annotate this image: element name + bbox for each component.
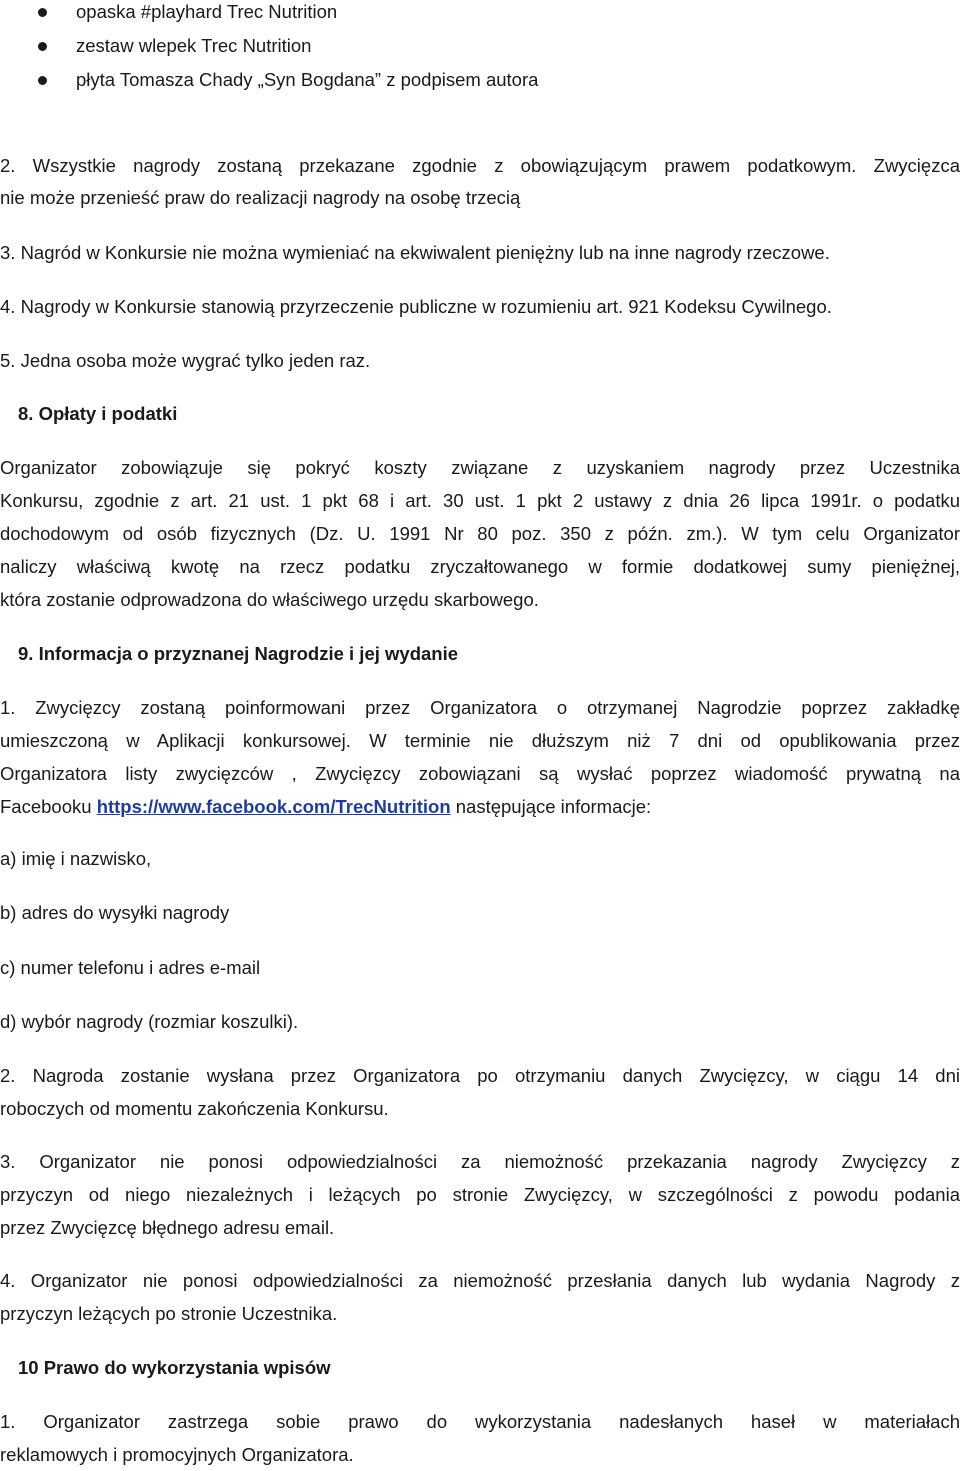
text-fragment: Facebooku [0, 796, 97, 817]
paragraph-line: 4. Nagrody w Konkursie stanowią przyrzeczenie publiczne w rozumieniu art. 921 Kodeksu Cywilnego. [0, 296, 832, 317]
bullet-dot [38, 76, 47, 85]
bullet-dot [38, 8, 47, 17]
section-heading: 10 Prawo do wykorzystania wpisów [18, 1357, 331, 1378]
bullet-item: opaska #playhard Trec Nutrition [76, 1, 338, 22]
paragraph-line: 1. Organizator zastrzega sobie prawo do wykorzystania nadesłanych haseł w materiałach [0, 1411, 960, 1432]
paragraph-line: Konkursu, zgodnie z art. 21 ust. 1 pkt 68 i art. 30 ust. 1 pkt 2 ustawy z dnia 26 lipca 1991r. o podatku [0, 490, 960, 511]
paragraph-line: 4. Organizator nie ponosi odpowiedzialności za niemożność przesłania danych lub wydania Nagrody z [0, 1270, 960, 1291]
list-item: a) imię i nazwisko, [0, 848, 152, 869]
bullet-item: płyta Tomasza Chady „Syn Bogdana” z podpisem autora [76, 69, 539, 90]
list-item: c) numer telefonu i adres e-mail [0, 957, 261, 978]
list-item: b) adres do wysyłki nagrody [0, 902, 230, 923]
text-fragment: następujące informacje: [450, 796, 652, 817]
bullet-dot [38, 42, 47, 51]
paragraph-line: nie może przenieść praw do realizacji nagrody na osobę trzecią [0, 187, 521, 208]
paragraph-line: umieszczoną w Aplikacji konkursowej. W terminie nie dłuższym niż 7 dni od opublikowania przez [0, 730, 960, 751]
bullet-item: zestaw wlepek Trec Nutrition [76, 35, 312, 56]
section-heading: 9. Informacja o przyznanej Nagrodzie i jej wydanie [18, 643, 459, 664]
paragraph-line: 2. Wszystkie nagrody zostaną przekazane zgodnie z obowiązującym prawem podatkowym. Zwycięzca [0, 155, 960, 176]
paragraph-line: 2. Nagroda zostanie wysłana przez Organizatora po otrzymaniu danych Zwycięzcy, w ciągu 14 dni [0, 1065, 960, 1086]
paragraph-line: 1. Zwycięzcy zostaną poinformowani przez Organizatora o otrzymanej Nagrodzie poprzez zakładkę [0, 697, 960, 718]
paragraph-line: 5. Jedna osoba może wygrać tylko jeden raz. [0, 350, 371, 371]
paragraph-line: Organizator zobowiązuje się pokryć koszty związane z uzyskaniem nagrody przez Uczestnika [0, 457, 960, 478]
facebook-link[interactable]: https://www.facebook.com/TrecNutrition [96, 796, 451, 817]
paragraph-line: naliczy właściwą kwotę na rzecz podatku zryczałtowanego w formie dodatkowej sumy pieniężnej, [0, 556, 960, 577]
paragraph-line: 3. Organizator nie ponosi odpowiedzialności za niemożność przekazania nagrody Zwycięzcy z [0, 1151, 960, 1172]
paragraph-line: reklamowych i promocyjnych Organizatora. [0, 1444, 354, 1465]
paragraph-line: przyczyn od niego niezależnych i leżących po stronie Zwycięzcy, w szczególności z powodu podania [0, 1184, 960, 1205]
list-item: d) wybór nagrody (rozmiar koszulki). [0, 1011, 299, 1032]
paragraph-line: Organizatora listy zwycięzców , Zwycięzcy zobowiązani są wysłać poprzez wiadomość prywatną na [0, 763, 960, 784]
paragraph-line: roboczych od momentu zakończenia Konkursu. [0, 1098, 389, 1119]
paragraph-line: która zostanie odprowadzona do właściwego urzędu skarbowego. [0, 589, 539, 610]
paragraph-line-with-link [0, 791, 651, 823]
paragraph-line: dochodowym od osób fizycznych (Dz. U. 1991 Nr 80 poz. 350 z późn. zm.). W tym celu Organizator [0, 523, 960, 544]
paragraph-line: przyczyn leżących po stronie Uczestnika. [0, 1303, 338, 1324]
section-heading: 8. Opłaty i podatki [18, 403, 178, 424]
paragraph-line: 3. Nagród w Konkursie nie można wymieniać na ekwiwalent pieniężny lub na inne nagrody rzeczowe. [0, 242, 830, 263]
paragraph-line: przez Zwycięzcę błędnego adresu email. [0, 1217, 335, 1238]
